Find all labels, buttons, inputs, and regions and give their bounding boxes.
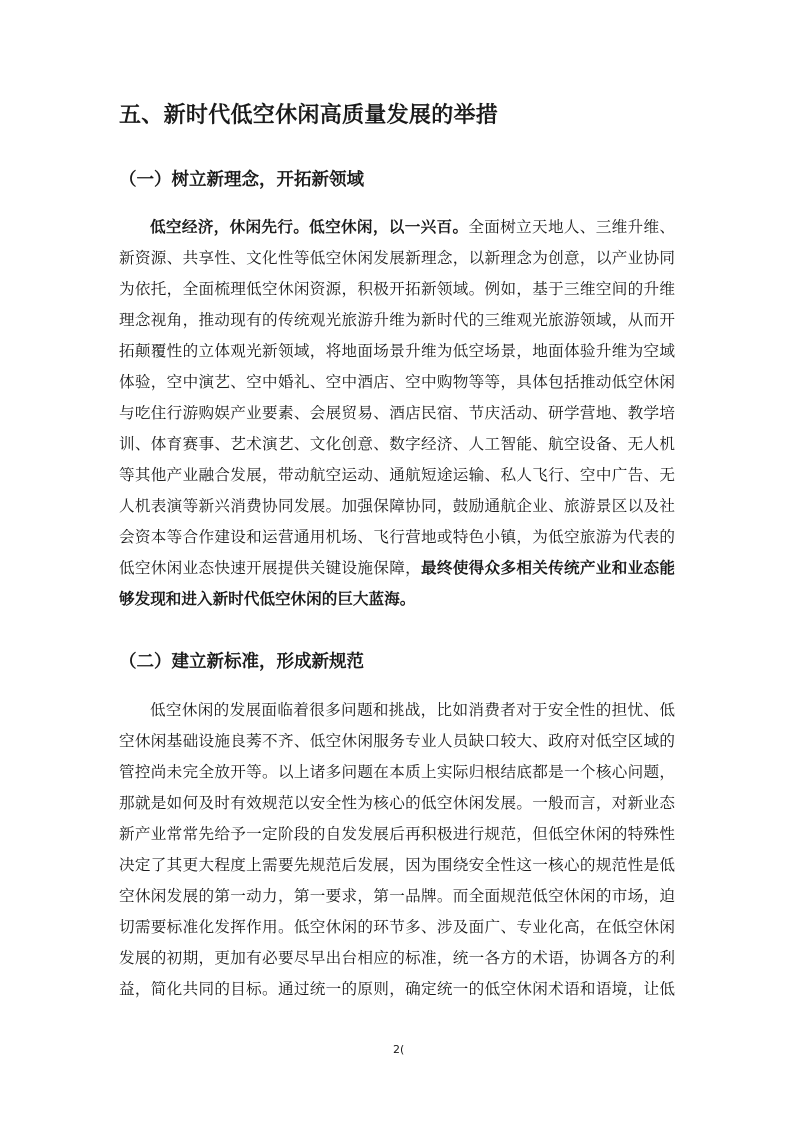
paragraph-line: 新产业常常先给予一定阶段的自发发展后再积极进行规范，但低空休闲的特殊性: [119, 825, 675, 843]
paragraph-line: 拓颠覆性的立体观光新领域，将地面场景升维为低空场景，地面体验升维为空域: [119, 342, 675, 360]
body-text: 全面树立天地人、三维升维、: [468, 218, 675, 236]
paragraph-line: 低空休闲的发展面临着很多问题和挑战，比如消费者对于安全性的担忧、低: [150, 701, 675, 719]
paragraph-line: 理念视角，推动现有的传统观光旅游升维为新时代的三维观光旅游领域，从而开: [119, 311, 675, 329]
paragraph-line: [119, 553, 675, 584]
paragraph-line: 够发现和进入新时代低空休闲的巨大蓝海。: [119, 590, 416, 608]
paragraph-line: [119, 212, 675, 243]
paragraph-line: 那就是如何及时有效规范以安全性为核心的低空休闲发展。一般而言，对新业态: [119, 794, 675, 812]
paragraph-2: [119, 695, 675, 1005]
paragraph-1: [119, 212, 675, 615]
paragraph-line: 空休闲基础设施良莠不齐、低空休闲服务专业人员缺口较大、政府对低空区域的: [119, 732, 675, 750]
paragraph-line: 体验，空中演艺、空中婚礼、空中酒店、空中购物等等，具体包括推动低空休闲: [119, 373, 675, 391]
paragraph-line: 训、体育赛事、艺术演艺、文化创意、数字经济、人工智能、航空设备、无人机: [119, 435, 675, 453]
bold-text: 最终使得众多相关传统产业和业态能: [420, 559, 675, 577]
page-number: 2(: [393, 1043, 405, 1056]
paragraph-line: 与吃住行游购娱产业要素、会展贸易、酒店民宿、节庆活动、研学营地、教学培: [119, 404, 675, 422]
paragraph-line: 会资本等合作建设和运营通用机场、飞行营地或特色小镇，为低空旅游为代表的: [119, 528, 675, 546]
paragraph-line: 管控尚未完全放开等。以上诸多问题在本质上实际归根结底都是一个核心问题，: [119, 763, 675, 781]
paragraph-line: 等其他产业融合发展，带动航空运动、通航短途运输、私人飞行、空中广告、无: [119, 466, 675, 484]
paragraph-line: 决定了其更大程度上需要先规范后发展，因为围绕安全性这一核心的规范性是低: [119, 856, 675, 874]
paragraph-line: 为依托，全面梳理低空休闲资源，积极开拓新领域。例如，基于三维空间的升维: [119, 280, 675, 298]
paragraph-line: 切需要标准化发挥作用。低空休闲的环节多、涉及面广、专业化高，在低空休闲: [119, 918, 675, 936]
body-text: 低空休闲业态快速开展提供关键设施保障，: [119, 559, 421, 577]
section-heading: 五、新时代低空休闲高质量发展的举措: [119, 103, 499, 128]
paragraph-line: 益，简化共同的目标。通过统一的原则，确定统一的低空休闲术语和语境，让低: [119, 980, 675, 998]
subsection-heading-1: （一）树立新理念，开拓新领域: [119, 170, 364, 190]
bold-text: 低空经济，休闲先行。低空休闲，以一兴百。: [150, 218, 469, 236]
paragraph-line: 发展的初期，更加有必要尽早出台相应的标准，统一各方的术语，协调各方的利: [119, 949, 675, 967]
paragraph-line: 空休闲发展的第一动力，第一要求，第一品牌。而全面规范低空休闲的市场，迫: [119, 887, 675, 905]
paragraph-line: 新资源、共享性、文化性等低空休闲发展新理念，以新理念为创意，以产业协同: [119, 249, 675, 267]
paragraph-line: 人机表演等新兴消费协同发展。加强保障协同，鼓励通航企业、旅游景区以及社: [119, 497, 675, 515]
subsection-heading-2: （二）建立新标准，形成新规范: [119, 652, 364, 672]
